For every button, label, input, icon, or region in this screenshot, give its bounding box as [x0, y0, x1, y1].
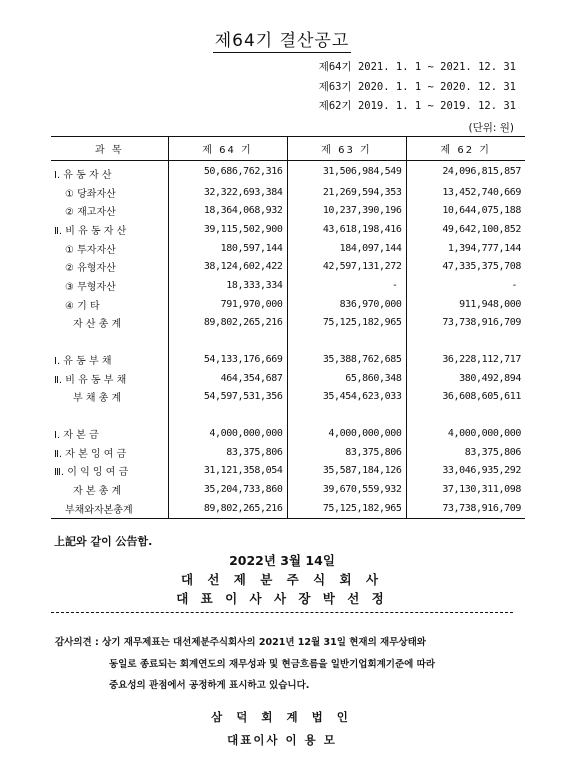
row-label: ② 유형자산 — [65, 263, 116, 275]
value-62: 13,452,740,669 — [406, 183, 525, 202]
value-64: 464,354,687 — [168, 369, 287, 388]
value-62: 911,948,000 — [406, 295, 525, 314]
row-label: ③ 무형자산 — [65, 281, 116, 293]
audit-line-3: 중요성의 관점에서 공정하게 표시하고 있습니다. — [109, 680, 310, 691]
value-64: 791,970,000 — [168, 295, 287, 314]
value-64: 54,597,531,356 — [168, 388, 287, 407]
row-label: 부채와자본총계 — [51, 499, 168, 518]
table-row — [51, 276, 525, 295]
table-row — [51, 161, 525, 183]
value-62: 1,394,777,144 — [406, 239, 525, 258]
row-label: ④ 기 타 — [65, 300, 100, 312]
value-64: 50,686,762,316 — [168, 161, 287, 183]
table-row — [51, 424, 525, 443]
table-row — [51, 388, 525, 407]
table-row — [51, 183, 525, 202]
value-62: 4,000,000,000 — [406, 424, 525, 443]
value-63: 4,000,000,000 — [287, 424, 406, 443]
value-63: 21,269,594,353 — [287, 183, 406, 202]
header-63: 제 63 기 — [287, 137, 406, 161]
audit-line-2: 동일로 종료되는 회계연도의 재무성과 및 현금흐름을 일반기업회계기준에 따라 — [109, 658, 435, 670]
table-row — [51, 314, 525, 333]
value-63: 83,375,806 — [287, 443, 406, 462]
announcement-date: 2022년 3월 14일 — [229, 553, 335, 568]
value-63: 75,125,182,965 — [287, 314, 406, 333]
value-64: 4,000,000,000 — [168, 424, 287, 443]
value-62: 24,096,815,857 — [406, 161, 525, 183]
value-62: 380,492,894 — [406, 369, 525, 388]
value-64: 38,124,602,422 — [168, 257, 287, 276]
value-63: 836,970,000 — [287, 295, 406, 314]
value-62: 47,335,375,708 — [406, 257, 525, 276]
value-63: - — [287, 276, 406, 295]
value-64: 18,364,068,932 — [168, 201, 287, 220]
table-row — [51, 462, 525, 481]
row-label: 자 본 총 계 — [73, 486, 122, 498]
table-row — [51, 480, 525, 499]
value-63: 65,860,348 — [287, 369, 406, 388]
company-name: 대 선 제 분 주 식 회 사 — [180, 572, 384, 587]
row-label: ① 당좌자산 — [65, 188, 116, 200]
announcement-block — [0, 551, 564, 608]
value-64: 54,133,176,669 — [168, 350, 287, 369]
fiscal-periods — [319, 58, 516, 117]
value-64: 31,121,358,054 — [168, 462, 287, 481]
audit-firm-ceo: 대표이사 이 용 모 — [227, 733, 337, 747]
row-label: 부 채 총 계 — [73, 393, 122, 405]
value-64: 89,802,265,216 — [168, 499, 287, 518]
row-label: 자 산 총 계 — [73, 319, 122, 331]
value-62: 49,642,100,852 — [406, 220, 525, 239]
value-64: 89,802,265,216 — [168, 314, 287, 333]
table-row — [51, 201, 525, 220]
row-label: Ⅱ. 비 유 동 자 산 — [54, 225, 127, 237]
value-63: 10,237,390,196 — [287, 201, 406, 220]
period-64: 제64기 2021. 1. 1 ~ 2021. 12. 31 — [318, 61, 516, 73]
value-62: 37,130,311,098 — [406, 480, 525, 499]
value-62: 83,375,806 — [406, 443, 525, 462]
table-row — [51, 443, 525, 462]
row-label: Ⅲ. 이 익 잉 여 금 — [54, 467, 129, 479]
audit-opinion — [55, 632, 515, 697]
table-row — [51, 350, 525, 369]
value-64: 83,375,806 — [168, 443, 287, 462]
table-row — [51, 257, 525, 276]
value-62: 33,046,935,292 — [406, 462, 525, 481]
row-label: ① 투자자산 — [65, 244, 116, 256]
row-label: Ⅱ. 비 유 동 부 채 — [54, 374, 127, 386]
table-row — [51, 220, 525, 239]
audit-firm-name: 삼 덕 회 계 법 인 — [211, 710, 353, 724]
value-63: 75,125,182,965 — [287, 499, 406, 518]
value-63: 42,597,131,272 — [287, 257, 406, 276]
value-63: 35,454,623,033 — [287, 388, 406, 407]
table-row — [51, 369, 525, 388]
row-label: Ⅰ. 유 동 자 산 — [54, 169, 112, 181]
value-63: 35,587,184,126 — [287, 462, 406, 481]
value-62: 73,738,916,709 — [406, 499, 525, 518]
spacer-row — [51, 332, 525, 350]
audit-line-1: 감사의견 : 상기 재무제표는 대선제분주식회사의 2021년 12월 31일 현재의 재무상태와 — [55, 637, 426, 648]
table-row — [51, 295, 525, 314]
divider — [51, 612, 513, 613]
value-63: 43,618,198,416 — [287, 220, 406, 239]
row-label: Ⅱ. 자 본 잉 여 금 — [54, 448, 127, 460]
header-account: 과 목 — [51, 137, 168, 161]
table-header-row — [51, 137, 525, 161]
table-row — [51, 239, 525, 258]
value-62: - — [406, 276, 525, 295]
value-64: 39,115,502,900 — [168, 220, 287, 239]
value-64: 35,204,733,860 — [168, 480, 287, 499]
header-64: 제 64 기 — [168, 137, 287, 161]
notice-note: 上記와 같이 公告함. — [54, 535, 153, 548]
row-label: Ⅰ. 유 동 부 채 — [54, 356, 112, 368]
value-63: 39,670,559,932 — [287, 480, 406, 499]
audit-firm — [0, 706, 564, 752]
value-63: 35,388,762,685 — [287, 350, 406, 369]
row-label: Ⅰ. 자 본 금 — [54, 430, 99, 442]
value-62: 10,644,075,188 — [406, 201, 525, 220]
row-label: ② 재고자산 — [65, 207, 116, 219]
page-title: 제64기 결산공고 — [214, 31, 350, 51]
value-64: 32,322,693,384 — [168, 183, 287, 202]
representative-name: 대 표 이 사 사 장 박 선 정 — [176, 591, 388, 606]
spacer-row — [51, 406, 525, 424]
value-63: 31,506,984,549 — [287, 161, 406, 183]
balance-sheet-table — [51, 136, 525, 519]
period-63: 제63기 2020. 1. 1 ~ 2020. 12. 31 — [318, 80, 516, 93]
value-63: 184,097,144 — [287, 239, 406, 258]
value-64: 180,597,144 — [168, 239, 287, 258]
value-64: 18,333,334 — [168, 276, 287, 295]
value-62: 36,608,605,611 — [406, 388, 525, 407]
value-62: 73,738,916,709 — [406, 314, 525, 333]
table-row — [51, 499, 525, 518]
header-62: 제 62 기 — [406, 137, 525, 161]
unit-label: (단위: 원) — [468, 122, 514, 134]
value-62: 36,228,112,717 — [406, 350, 525, 369]
period-62: 제62기 2019. 1. 1 ~ 2019. 12. 31 — [318, 100, 516, 112]
